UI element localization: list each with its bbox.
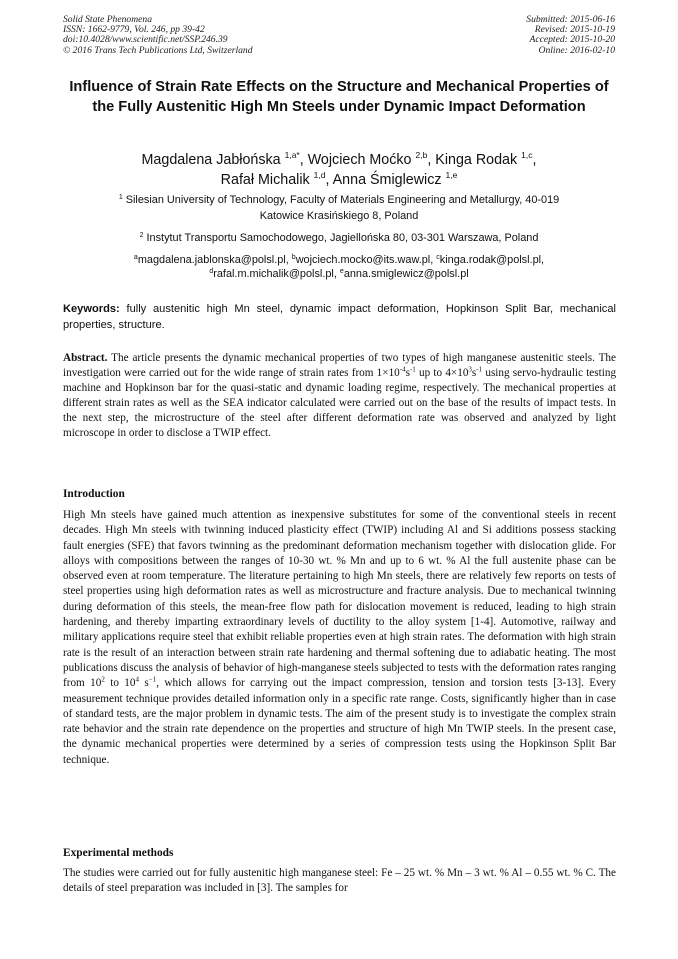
keywords xyxy=(63,302,616,333)
email-mark: b xyxy=(291,254,296,261)
exponent: 4 xyxy=(135,675,139,684)
keywords-text: fully austenitic high Mn steel, dynamic impact deformation, Hopkinson Split Bar, mechanical properties, structure. xyxy=(63,303,616,331)
author-name: Wojciech Moćko xyxy=(307,152,412,168)
introduction-paragraph xyxy=(63,508,616,768)
abstract-label: Abstract. xyxy=(63,352,108,364)
abstract-text: s xyxy=(405,367,410,380)
affiliation-2 xyxy=(60,231,618,247)
exponent: -4 xyxy=(399,365,406,374)
email-mark: d xyxy=(209,268,214,275)
introduction-text: to 10 xyxy=(110,677,136,690)
abstract-text: using servo-hydraulic testing machine and Hopkinson bar for the quasi-static and dynamic loading regime, respectively. The mechanical properties at different strain rates as well as the SEA indicator calculated were carried out on the base of the results of impact tests. In the next step, the microstructure of the steel after different deformation rate was observed and analyzed by light microscope in order to disclose a TWIP effect. xyxy=(63,367,617,440)
author-affiliation-mark: 1,d xyxy=(313,170,326,180)
email-link[interactable]: magdalena.jablonska@polsl.pl, xyxy=(137,254,289,266)
abstract-text: up to 4×10 xyxy=(419,367,469,380)
journal-name: Solid State Phenomena xyxy=(63,14,152,25)
affiliation-mark: 2 xyxy=(139,232,144,239)
email-link[interactable]: anna.smiglewicz@polsl.pl xyxy=(343,268,469,280)
author-name: Kinga Rodak xyxy=(435,152,518,168)
author-name: Anna Śmiglewicz xyxy=(332,172,442,188)
affiliation-address: Katowice Krasińskiego 8, Poland xyxy=(259,209,419,222)
abstract xyxy=(63,351,616,442)
exponent: 3 xyxy=(468,365,472,374)
abstract-text: s xyxy=(471,367,477,380)
affiliation-text: Instytut Transportu Samochodowego, Jagiellońska 80, 03-301 Warszawa, Poland xyxy=(146,232,539,244)
section-heading-introduction: Introduction xyxy=(63,488,125,500)
issn-line: ISSN: 1662-9779, Vol. 246, pp 39-42 xyxy=(63,24,205,36)
keywords-label: Keywords: xyxy=(63,303,120,315)
email-link[interactable]: kinga.rodak@polsl.pl, xyxy=(439,254,545,266)
introduction-text: s xyxy=(144,677,149,690)
experimental-paragraph xyxy=(63,866,616,897)
journal-info xyxy=(63,15,253,56)
abstract-text: The article presents the dynamic mechanical properties of two types of high manganese austenitic steels. The investigation were carried out for the wide range of strain rates from 1×10 xyxy=(63,352,616,380)
email-mark: c xyxy=(436,254,440,261)
email-mark: a xyxy=(133,254,138,261)
exponent: -1 xyxy=(409,365,416,374)
submitted-date: Submitted: 2015-06-16 xyxy=(526,14,615,25)
author-affiliation-mark: 1,e xyxy=(445,170,458,180)
author-emails xyxy=(60,253,618,281)
author-affiliation-mark: 2,b xyxy=(415,150,428,160)
affiliation-1 xyxy=(60,193,618,224)
affiliation-mark: 1 xyxy=(118,194,123,201)
email-link[interactable]: rafal.m.michalik@polsl.pl, xyxy=(213,268,337,280)
author-name: Rafał Michalik xyxy=(220,172,310,188)
submission-dates xyxy=(526,15,615,56)
section-heading-experimental: Experimental methods xyxy=(63,847,174,859)
exponent: −1 xyxy=(148,675,157,684)
doi-line: doi:10.4028/www.scientific.net/SSP.246.39 xyxy=(63,34,228,46)
introduction-text: High Mn steels have gained much attention as inexpensive substitutes for some of the conventional steels in recent decades. High Mn steels with twinning induced plasticity effect (TWIP) including Al and Si additions possess stacking fault energies (SFE) that favors twinning as the predominant deformation mechanism together with dislocation glide. For alloys with compositions between the ranges of 10-30 wt. % Mn and up to 6 wt. % Al the full austenite phase can be observed even at room temperature. The literature pertaining to high Mn steels, there are relatively few reports on tests of steel properties using high deformation rates as well as microstructure and fracture analysis. Due to mechanical twinning during deformation of this steels, the mean-free flow path for dislocation movement is reduced, leading to high strain hardening, and thereby imparting extraordinary levels of ductility to the alloy system [1-4]. Automotive, railway and military applications require steel that exhibit reliable properties even at high strain rates. The deformation with high strain rate is the result of an interaction between strain rate hardening and thermal softening due to adiabatic heating. The most publications discuss the analysis of behavior of high-manganese steels subjected to tests with the deformation rates ranging from 10 xyxy=(63,509,616,690)
introduction-text: , which allows for carrying out the impact compression, tension and torsion tests [3-13]. Every measurement technique provides detailed information only in a specific rate range. Costs, significantly higher than in case of standard tests, are the major problem in dynamic tests. The aim of the present study is to investigate the complex strain rate behavior and the strain rate dependence on the properties and structure of high Mn TWIP steels. In the present case, the dynamic mechanical properties were determined by a series of compression tests using the Hopkinson Split Bar technique. xyxy=(63,677,616,766)
affiliation-text: Silesian University of Technology, Faculty of Materials Engineering and Metallurgy, 40-019 xyxy=(125,194,560,206)
accepted-date: Accepted: 2015-10-20 xyxy=(529,34,615,46)
exponent: -1 xyxy=(476,365,483,374)
exponent: 2 xyxy=(101,675,105,684)
author-affiliation-mark: 1,c xyxy=(521,150,533,160)
author-list: Magdalena Jabłońska $^{1,a*}$, Wojciech Moćko $^{2,b}$, Kinga Rodak $^{1,c}$, Rafał Michalik $^{1,d}$, Anna Śmiglewicz $^{1,e}$ xyxy=(141,150,537,188)
experimental-text: The studies were carried out for fully austenitic high manganese steel: Fe – 25 wt. % Mn – 3 wt. % Al – 0.55 wt. % C. The details of steel preparation was included in [3]. The samples for xyxy=(63,867,616,895)
copyright-line: © 2016 Trans Tech Publications Ltd, Switzerland xyxy=(63,44,253,56)
paper-title: Influence of Strain Rate Effects on the Structure and Mechanical Properties of the Fully Austenitic High Mn Steels under Dynamic Impact Deformation xyxy=(69,79,609,115)
author-name: Magdalena Jabłońska xyxy=(141,152,281,168)
email-mark: e xyxy=(339,268,344,275)
revised-date: Revised: 2015-10-19 xyxy=(534,24,615,36)
email-link[interactable]: wojciech.mocko@its.waw.pl, xyxy=(295,254,434,266)
online-date: Online: 2016-02-10 xyxy=(538,44,615,56)
author-affiliation-mark: 1,a* xyxy=(284,150,300,160)
